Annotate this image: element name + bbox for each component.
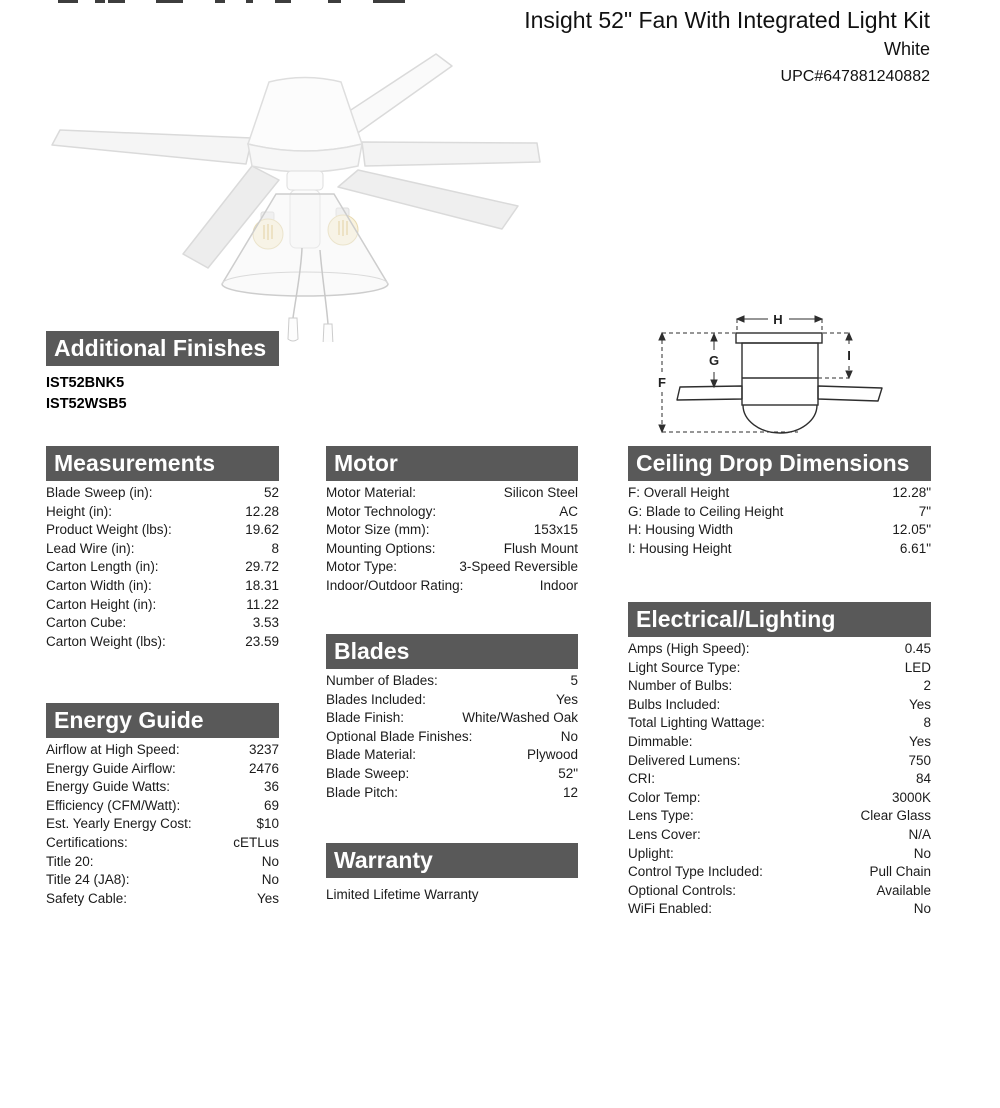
spec-row-label: Dimmable: — [628, 733, 693, 749]
blades-header: Blades — [326, 634, 578, 669]
spec-row-value: 2476 — [248, 760, 279, 776]
spec-row-value: Yes — [908, 733, 931, 749]
spec-row-value: 7" — [918, 503, 931, 519]
spec-row — [628, 845, 931, 864]
spec-row-label: Bulbs Included: — [628, 696, 721, 712]
spec-row — [628, 733, 931, 752]
spec-row — [46, 778, 279, 797]
measurements-header: Measurements — [46, 446, 279, 481]
spec-row-value: Indoor — [539, 577, 578, 593]
spec-row-label: Uplight: — [628, 845, 674, 861]
spec-row — [326, 709, 578, 728]
spec-row-label: Optional Controls: — [628, 882, 737, 898]
spec-row — [46, 871, 279, 890]
spec-row-label: Blade Material: — [326, 747, 417, 763]
spec-row-label: I: Housing Height — [628, 540, 732, 556]
section-ceiling-drop-dimensions — [628, 446, 931, 558]
finish-code: IST52BNK5 — [46, 375, 125, 391]
spec-row — [628, 752, 931, 771]
fan-product-image — [40, 52, 600, 342]
energy-guide-rows — [46, 741, 279, 908]
spec-row-value: Silicon Steel — [503, 485, 578, 500]
spec-row — [628, 521, 931, 540]
spec-row-label: Carton Cube: — [46, 615, 127, 631]
spec-row-value: No — [913, 845, 931, 861]
spec-row-label: Blade Sweep: — [326, 765, 410, 781]
spec-row-label: CRI: — [628, 771, 655, 787]
spec-row — [326, 765, 578, 784]
spec-row-value: 750 — [908, 752, 931, 768]
spec-row-label: Amps (High Speed): — [628, 641, 750, 656]
electrical-lighting-rows — [628, 640, 931, 919]
spec-row — [46, 558, 279, 577]
product-finish: White — [883, 39, 930, 59]
spec-row-label: Title 20: — [46, 853, 94, 869]
fan-canopy — [248, 78, 362, 152]
spec-row — [46, 853, 279, 872]
spec-row-value: Pull Chain — [869, 864, 931, 880]
spec-row-label: Control Type Included: — [628, 864, 763, 880]
fan-blade — [52, 130, 252, 164]
spec-row — [46, 834, 279, 853]
spec-row — [628, 770, 931, 789]
additional-finishes-header: Additional Finishes — [46, 331, 279, 366]
spec-row-label: Carton Length (in): — [46, 559, 159, 575]
spec-row-label: Energy Guide Watts: — [46, 779, 171, 795]
spec-row-value: 3237 — [248, 742, 279, 757]
ceiling-drop-header: Ceiling Drop Dimensions — [628, 446, 931, 481]
spec-row — [46, 815, 279, 834]
spec-row — [326, 540, 578, 559]
spec-row-label: H: Housing Width — [628, 522, 734, 538]
spec-row-label: Product Weight (lbs): — [46, 522, 172, 538]
warranty-header: Warranty — [326, 843, 578, 878]
spec-row-label: Optional Blade Finishes: — [326, 728, 473, 744]
spec-row — [628, 900, 931, 919]
spec-row-label: Light Source Type: — [628, 659, 741, 675]
fan-blade — [362, 142, 540, 166]
spec-row — [326, 691, 578, 710]
section-measurements — [46, 446, 279, 651]
spec-row — [628, 640, 931, 659]
ceiling-drop-rows — [628, 484, 931, 558]
spec-row — [628, 503, 931, 522]
spec-row — [46, 577, 279, 596]
spec-row-label: Number of Blades: — [326, 673, 438, 688]
spec-row-value: AC — [559, 503, 578, 519]
spec-row-value: 18.31 — [245, 577, 279, 593]
spec-row-label: Efficiency (CFM/Watt): — [46, 797, 181, 813]
spec-row — [326, 503, 578, 522]
warranty-text: Limited Lifetime Warranty — [326, 887, 479, 902]
blades-rows — [326, 672, 578, 802]
spec-row-label: Mounting Options: — [326, 540, 436, 556]
spec-row-value: LED — [904, 659, 931, 675]
spec-row-label: Blades Included: — [326, 691, 426, 707]
spec-row-label: G: Blade to Ceiling Height — [628, 503, 784, 519]
spec-row-value: Available — [876, 882, 931, 898]
spec-row-label: Airflow at High Speed: — [46, 742, 180, 757]
section-motor — [326, 446, 578, 596]
spec-row-value: 0.45 — [904, 641, 931, 656]
spec-row-value: $10 — [256, 816, 279, 832]
spec-row-label: Motor Size (mm): — [326, 522, 430, 538]
additional-finishes-list — [46, 373, 279, 415]
spec-row — [46, 890, 279, 909]
spec-row-value: 52 — [263, 485, 279, 500]
spec-row — [628, 714, 931, 733]
spec-row-label: Carton Weight (lbs): — [46, 633, 166, 649]
spec-row-value: 19.62 — [245, 522, 279, 538]
section-electrical-lighting — [628, 602, 931, 919]
spec-row — [326, 672, 578, 691]
spec-row-label: Blade Finish: — [326, 710, 405, 726]
spec-row-label: Carton Width (in): — [46, 577, 152, 593]
diagram-label-f: F — [658, 375, 666, 390]
spec-row-label: Title 24 (JA8): — [46, 872, 130, 888]
spec-row — [46, 614, 279, 633]
spec-row — [628, 807, 931, 826]
spec-row — [46, 797, 279, 816]
product-upc: UPC#647881240882 — [780, 68, 930, 85]
spec-row — [628, 789, 931, 808]
spec-row-label: Energy Guide Airflow: — [46, 760, 176, 776]
spec-row-value: Clear Glass — [860, 808, 931, 824]
spec-row — [628, 540, 931, 559]
spec-row-value: No — [560, 728, 578, 744]
spec-row-value: 36 — [263, 779, 279, 795]
spec-row — [46, 503, 279, 522]
section-warranty — [326, 843, 578, 902]
section-blades — [326, 634, 578, 802]
spec-row-label: Blade Sweep (in): — [46, 485, 153, 500]
spec-row — [326, 484, 578, 503]
spec-row-label: Indoor/Outdoor Rating: — [326, 577, 464, 593]
spec-row-value: 29.72 — [245, 559, 279, 575]
diagram-label-i: I — [847, 348, 851, 363]
spec-row-value: 6.61" — [899, 540, 931, 556]
motor-header: Motor — [326, 446, 578, 481]
spec-row-value: cETLus — [233, 834, 279, 850]
spec-row-value: 2 — [923, 678, 931, 694]
section-energy-guide — [46, 703, 279, 908]
spec-row-value: 11.22 — [246, 596, 279, 612]
spec-row-label: Height (in): — [46, 503, 113, 519]
spec-row — [46, 741, 279, 760]
spec-row — [628, 677, 931, 696]
spec-row — [46, 596, 279, 615]
spec-row-value: 12.28 — [245, 503, 279, 519]
spec-row-value: 8 — [271, 540, 279, 556]
spec-row — [46, 760, 279, 779]
spec-row-label: Number of Bulbs: — [628, 678, 733, 694]
spec-row-value: 3000K — [891, 789, 931, 805]
spec-row-value: No — [913, 901, 931, 917]
spec-row-value: Flush Mount — [503, 540, 578, 556]
spec-row-value: No — [261, 872, 279, 888]
electrical-lighting-header: Electrical/Lighting — [628, 602, 931, 637]
spec-row-value: Yes — [256, 890, 279, 906]
spec-row-label: Blade Pitch: — [326, 784, 399, 800]
spec-row-label: Safety Cable: — [46, 890, 128, 906]
spec-row-value: Yes — [555, 691, 578, 707]
spec-row — [628, 659, 931, 678]
fan-blade — [338, 170, 518, 229]
spec-row-value: Plywood — [526, 747, 578, 763]
light-kit-fitter — [287, 171, 323, 190]
spec-row — [628, 882, 931, 901]
spec-row-value: 12.05" — [892, 522, 931, 538]
spec-row-label: Total Lighting Wattage: — [628, 715, 765, 731]
spec-row-value: 153x15 — [533, 522, 578, 538]
spec-row-label: F: Overall Height — [628, 485, 730, 500]
ceiling-drop-diagram — [650, 312, 890, 437]
spec-row — [46, 521, 279, 540]
spec-row-value: 12 — [562, 784, 578, 800]
spec-row — [326, 558, 578, 577]
spec-row — [326, 746, 578, 765]
cropped-top-text — [58, 0, 405, 3]
energy-guide-header: Energy Guide — [46, 703, 279, 738]
spec-row-value: 12.28" — [892, 485, 931, 500]
spec-row-label: Motor Type: — [326, 559, 398, 575]
spec-row-label: Motor Material: — [326, 485, 417, 500]
spec-row-value: White/Washed Oak — [462, 710, 578, 726]
spec-row-label: Carton Height (in): — [46, 596, 157, 612]
spec-row — [326, 521, 578, 540]
spec-row — [46, 484, 279, 503]
spec-row-label: Motor Technology: — [326, 503, 437, 519]
spec-row-label: Lens Type: — [628, 808, 694, 824]
spec-row-value: N/A — [908, 826, 931, 842]
motor-rows — [326, 484, 578, 596]
spec-row-label: Color Temp: — [628, 789, 701, 805]
spec-row — [326, 577, 578, 596]
diagram-fixture — [677, 333, 882, 433]
spec-row-label: WiFi Enabled: — [628, 901, 713, 917]
spec-row-value: 8 — [923, 715, 931, 731]
spec-row-value: 52" — [558, 765, 578, 781]
spec-row-value: 3.53 — [252, 615, 279, 631]
finish-code: IST52WSB5 — [46, 396, 127, 412]
spec-row-value: 84 — [915, 771, 931, 787]
spec-row-label: Delivered Lumens: — [628, 752, 741, 768]
spec-row — [628, 696, 931, 715]
spec-row-value: 23.59 — [245, 633, 279, 649]
spec-row-label: Est. Yearly Energy Cost: — [46, 816, 192, 832]
diagram-label-g: G — [708, 353, 720, 368]
spec-row-value: 69 — [263, 797, 279, 813]
spec-row-label: Lens Cover: — [628, 826, 701, 842]
spec-row — [628, 863, 931, 882]
spec-row — [46, 540, 279, 559]
spec-row-value: 3-Speed Reversible — [459, 559, 578, 575]
product-title: Insight 52" Fan With Integrated Light Kit — [524, 7, 930, 33]
measurements-rows — [46, 484, 279, 651]
diagram-label-h: H — [773, 312, 783, 327]
spec-row — [326, 728, 578, 747]
spec-row-label: Certifications: — [46, 834, 128, 850]
section-additional-finishes — [46, 331, 279, 415]
spec-row-label: Lead Wire (in): — [46, 540, 135, 556]
spec-row — [326, 784, 578, 803]
spec-row-value: Yes — [908, 696, 931, 712]
spec-row — [628, 484, 931, 503]
spec-row — [46, 633, 279, 652]
spec-row-value: 5 — [570, 673, 578, 688]
spec-row — [628, 826, 931, 845]
spec-row-value: No — [261, 853, 279, 869]
